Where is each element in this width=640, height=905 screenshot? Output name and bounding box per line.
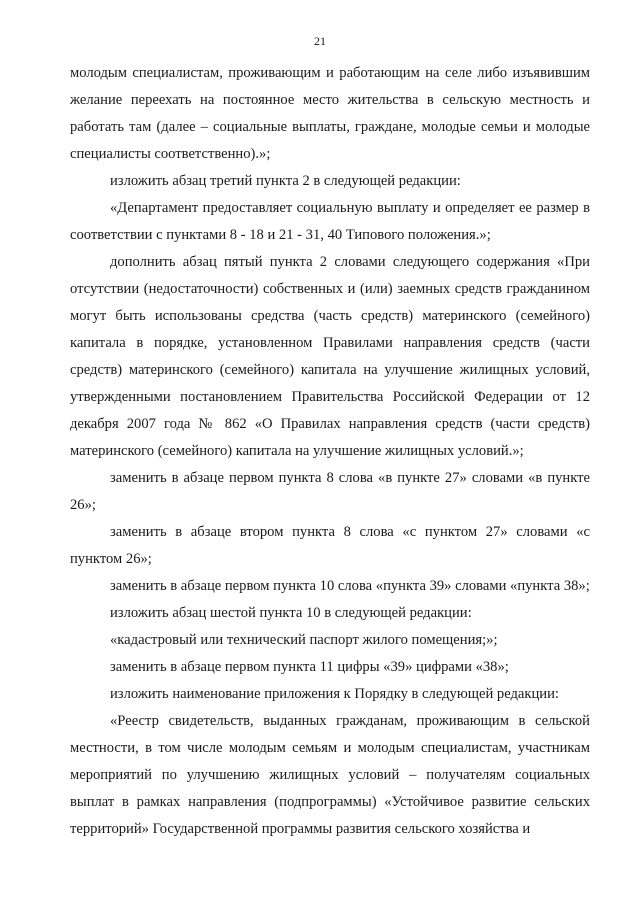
paragraph: заменить в абзаце первом пункта 11 цифры «39» цифрами «38»; — [110, 659, 509, 675]
paragraph: заменить в абзаце первом пункта 8 слова «в пункте 27» словами «в пункте 26»; — [70, 470, 590, 513]
document-body — [70, 60, 590, 843]
page-number: 21 — [314, 34, 326, 48]
paragraph: «Реестр свидетельств, выданных гражданам, проживающим в сельской местности, в том числе молодым семьям и молодым специалистам, участникам мероприятий по улучшению жилищных условий – получателям социальных выплат в рамках направления (подпрограммы) «Устойчивое развитие сельских территорий» Государственной программы развития сельского хозяйства и — [70, 713, 590, 837]
paragraph: дополнить абзац пятый пункта 2 словами следующего содержания «При отсутствии (недостаточности) собственных и (или) заемных средств гражданином могут быть использованы средства (часть средств) материнского (семейного) капитала в порядке, установленном Правилами направления средств (части средств) материнского (семейного) капитала на улучшение жилищных условий, утвержденными постановлением Правительства Российской Федерации от 12 декабря 2007 года № 862 «О Правилах направления средств (части средств) материнского (семейного) капитала на улучшение жилищных условий.»; — [70, 254, 590, 459]
paragraph: изложить абзац третий пункта 2 в следующей редакции: — [110, 173, 461, 189]
paragraph-continued: молодым специалистам, проживающим и работающим на селе либо изъявившим желание переехать на постоянное место жительства в сельскую местность и работать там (далее – социальные выплаты, граждане, молодые семьи и молодые специалисты соответственно).»; — [70, 65, 590, 162]
paragraph: заменить в абзаце втором пункта 8 слова «с пунктом 27» словами «с пунктом 26»; — [70, 524, 590, 567]
paragraph: изложить наименование приложения к Порядку в следующей редакции: — [110, 686, 559, 702]
paragraph: «Департамент предоставляет социальную выплату и определяет ее размер в соответствии с пунктами 8 - 18 и 21 - 31, 40 Типового положения.»; — [70, 200, 590, 243]
paragraph: «кадастровый или технический паспорт жилого помещения;»; — [110, 632, 498, 648]
paragraph: заменить в абзаце первом пункта 10 слова «пункта 39» словами «пункта 38»; — [110, 578, 590, 594]
paragraph: изложить абзац шестой пункта 10 в следующей редакции: — [110, 605, 472, 621]
